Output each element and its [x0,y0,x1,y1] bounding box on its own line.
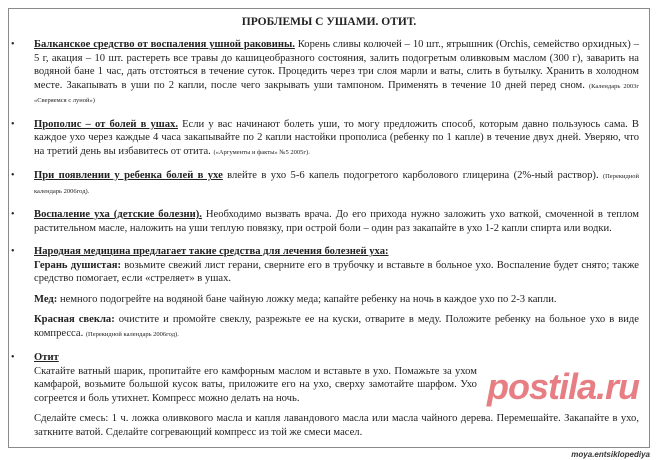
bullet: • [11,170,15,181]
item-text: Необходимо вызвать врача. До его прихода нужно заложить ухо ваткой, смоченной в теплом растительном масле, наложить на уши теплую повязку, при острой боли – один раз закапайте в ухо 1-2 капли спирта или водки. [34,209,639,234]
source-credit: moya.entsiklopediya [571,450,650,459]
page-title: ПРОБЛЕМЫ С УШАМИ. ОТИТ. [241,16,417,28]
remedy-text: немного подогрейте на водяной бане чайную ложку меда; капайте ребенку на ночь в каждое ухо по 2-3 капли. [57,293,557,305]
item-source: (Перекидной календарь 2006год). [34,173,639,195]
item-paragraph: Скатайте ватный шарик, пропитайте его камфорным маслом и вставьте в ухо. Помажьте за ухом камфарой, возьмите большой кусок ваты, приложите его на ухо, сверху замотайте шарфом. Ухо согреется и боль утихнет. Компресс можно делать на ночь. [34,365,477,404]
bullet: • [11,118,15,130]
item-source: (Календарь 2003г «Сверяемся с луной») [34,82,639,104]
bullet: • [11,209,15,220]
remedy-name: Красная свекла: [34,314,115,325]
item-heading: Отит [34,352,59,363]
item-heading: Прополис – от болей в ушах. [34,118,178,130]
list-item [11,169,639,198]
document-frame [8,8,650,448]
item-heading: При появлении у ребенка болей в ухе [34,170,223,181]
item-heading: Народная медицина предлагает такие средства для лечения болезней уха: [34,246,389,257]
list-item [11,118,639,160]
watermark-logo: postila.ru [486,365,639,407]
remedy-name: Герань душистая: [34,259,122,271]
item-text: Корень сливы колючей – 10 шт., ятрышник (Orchis, семейство орхидных) – 5 г, акация – 10 шт. растереть все травы до кашицеобразного состояния, залить подогретым оливковым маслом (300 г), заварить на водяной бане 1 час, дать отстояться в течение суток. Процедить через три слоя марли и ваты, слить в бутылку. Хранить в холодном месте. Закапывать в уши по 2 капли, после чего закрывать уши тампоном. Применять в течение 10 дней перед сном. [34,39,639,91]
remedy-name: Мед: [34,293,58,305]
item-heading: Балканское средство от воспаления ушной раковины. [34,39,295,50]
item-text: влейте в ухо 5-6 капель подогретого карболового глицерина (2%-ный раствор). [222,170,603,181]
item-paragraph: Сделайте смесь: 1 ч. ложка оливкового масла и капля лавандового масла или масла чайного дерева. Перемешайте. Закапайте в ухо, заткните ватой. Сделайте согревающий компресс из той же смеси масел. [34,413,639,438]
remedy-source: (Перекидной календарь 2006год). [85,330,179,338]
bullet: • [11,352,15,363]
list-item [11,38,639,108]
list-item [11,351,639,439]
bullet: • [11,246,15,257]
item-heading: Воспаление уха (детские болезни). [34,209,202,220]
remedy-text: возьмите свежий лист герани, сверните его в трубочку и вставьте в больное ухо. Воспаление будет снято; также средство помогает, если «стреляет» в ушах. [34,259,639,284]
bullet: • [11,39,15,50]
list-item [11,208,639,235]
remedy-text: очистите и промойте свеклу, разрежьте ее на куски, отварите в меду. Положите ребенку на больное ухо в виде компресса. [34,314,639,339]
item-text: Если у вас начинают болеть уши, то могу предложить способ, которым давно пользуюсь сама. В каждое ухо через каждые 4 часа закапывайте по 2 капли настойки прополиса (ребенку по 1 капле) в течение двух дней. Уверяю, что на третий день вы избавитесь от отита. [34,118,639,157]
item-source: («Аргументы и факты» №5 2005г). [213,148,310,156]
list-item [11,245,639,341]
